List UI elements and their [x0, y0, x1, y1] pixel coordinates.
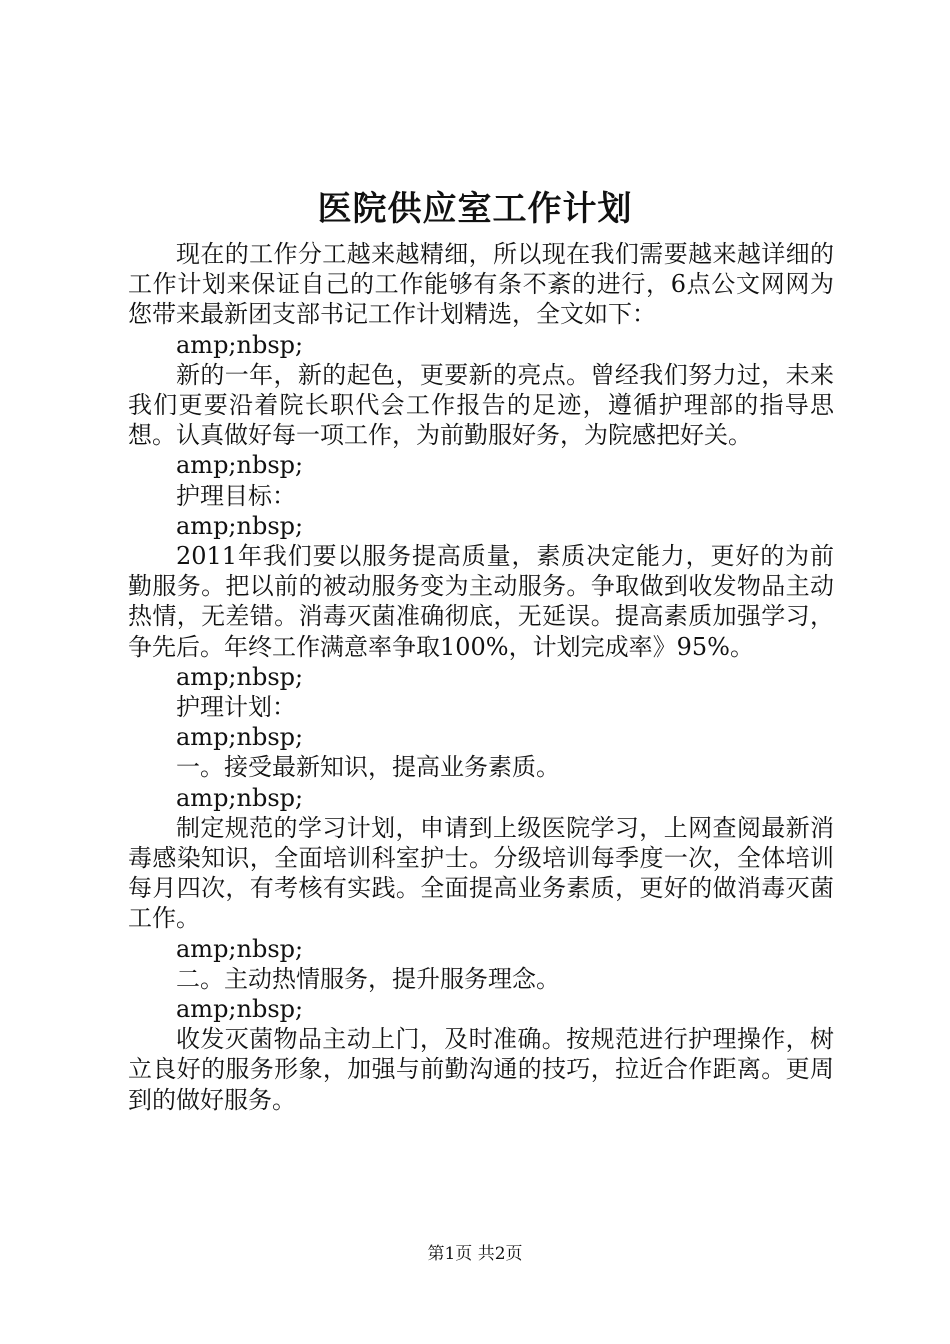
paragraph-spacer: amp;nbsp; [176, 511, 304, 540]
section-heading-plan: 护理计划： [176, 693, 296, 722]
section-heading-goals: 护理目标： [176, 481, 296, 510]
paragraph-spacer: amp;nbsp; [176, 330, 304, 359]
paragraph-new-year: 新的一年，新的起色，更要新的亮点。曾经我们努力过，未来我们更要沿着院长职代会工作报告的足迹，遵循护理部的指导思想。认真做好每一项工作，为前勤服好务，为院感把好关。 [128, 360, 834, 450]
page-footer: 第1页 共2页 [427, 1244, 523, 1264]
paragraph-intro: 现在的工作分工越来越精细，所以现在我们需要越来越详细的工作计划来保证自己的工作能够有条不紊的进行，6点公文网网为您带来最新团支部书记工作计划精选，全文如下： [128, 240, 834, 329]
plan-item-2-body: 收发灭菌物品主动上门，及时准确。按规范进行护理操作，树立良好的服务形象，加强与前勤沟通的技巧，拉近合作距离。更周到的做好服务。 [128, 1025, 834, 1114]
paragraph-spacer: amp;nbsp; [176, 995, 304, 1024]
paragraph-spacer: amp;nbsp; [176, 662, 304, 691]
paragraph-spacer: amp;nbsp; [176, 783, 304, 812]
paragraph-spacer: amp;nbsp; [176, 451, 304, 480]
document-title: 医院供应室工作计划 [317, 189, 633, 229]
plan-item-1-body: 制定规范的学习计划，申请到上级医院学习，上网查阅最新消毒感染知识，全面培训科室护士。分级培训每季度一次，全体培训每月四次，有考核有实践。全面提高业务素质，更好的做消毒灭菌工作。 [128, 813, 834, 933]
paragraph-spacer: amp;nbsp; [176, 723, 304, 752]
paragraph-spacer: amp;nbsp; [176, 934, 304, 963]
plan-item-2-heading: 二。主动热情服务，提升服务理念。 [176, 964, 560, 993]
document-body [128, 239, 834, 1115]
plan-item-1-heading: 一。接受最新知识，提高业务素质。 [176, 753, 560, 782]
paragraph-goals: 2011年我们要以服务提高质量，素质决定能力，更好的为前勤服务。把以前的被动服务变为主动服务。争取做到收发物品主动热情，无差错。消毒灭菌准确彻底，无延误。提高素质加强学习，争先后。年终工作满意率争取100%，计划完成率》95%。 [128, 542, 834, 661]
